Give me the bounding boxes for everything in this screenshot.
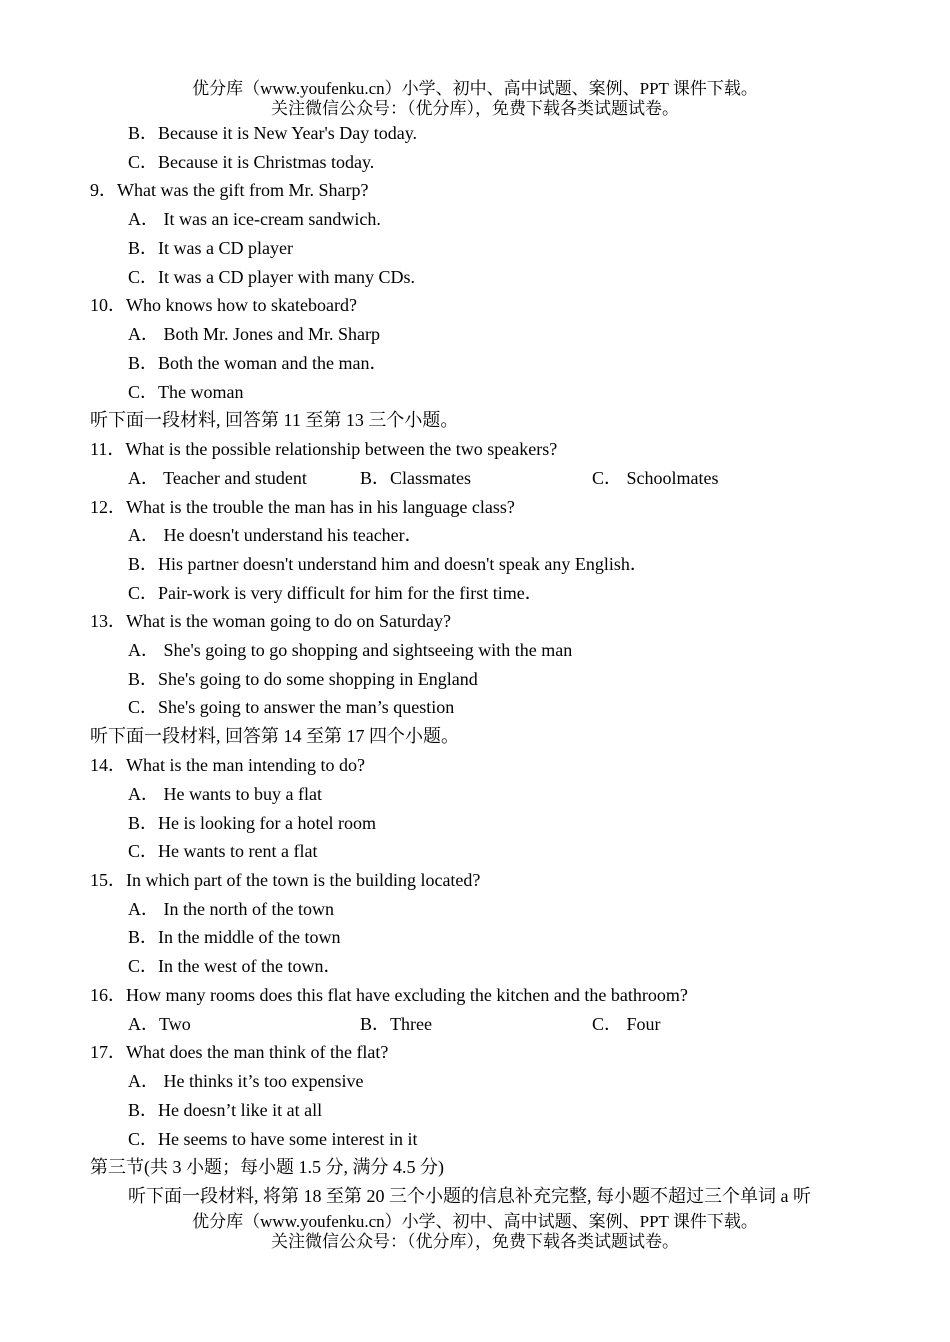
q12-option-c: C．Pair-work is very difficult for him for the first time． (128, 583, 543, 603)
section-3-instruction: 听下面一段材料, 将第 18 至第 20 三个小题的信息补充完整, 每小题不超过三个单词 a 听 (128, 1186, 811, 1206)
q10-stem: 10．Who knows how to skateboard? (90, 295, 357, 315)
q9-stem: 9．What was the gift from Mr. Sharp? (90, 180, 369, 200)
q11-stem: 11．What is the possible relationship between the two speakers? (90, 439, 558, 459)
footer-line-2: 关注微信公众号：（优分库），免费下载各类试题试卷。 (271, 1232, 679, 1251)
q14-stem: 14．What is the man intending to do? (90, 755, 365, 775)
q8-option-b: B．Because it is New Year's Day today. (128, 123, 418, 143)
q11-option-c: C． Schoolmates (592, 468, 719, 488)
q11-option-b: B．Classmates (360, 468, 471, 488)
q17-option-b: B．He doesn’t like it at all (128, 1100, 323, 1120)
q16-option-b: B．Three (360, 1014, 432, 1034)
instruction-14-17: 听下面一段材料, 回答第 14 至第 17 四个小题。 (90, 726, 459, 746)
footer-line-1: 优分库（www.youfenku.cn）小学、初中、高中试题、案例、PPT 课件下载。 (192, 1212, 758, 1231)
q14-option-b: B．He is looking for a hotel room (128, 813, 376, 833)
q16-stem: 16．How many rooms does this flat have excluding the kitchen and the bathroom? (90, 985, 688, 1005)
q17-option-c: C．He seems to have some interest in it (128, 1129, 418, 1149)
q9-option-c: C．It was a CD player with many CDs. (128, 267, 415, 287)
instruction-11-13: 听下面一段材料, 回答第 11 至第 13 三个小题。 (90, 410, 459, 430)
q10-option-b: B．Both the woman and the man． (128, 353, 388, 373)
q13-option-b: B．She's going to do some shopping in England (128, 669, 478, 689)
q13-option-a: A． She's going to go shopping and sightseeing with the man (128, 640, 573, 660)
q15-stem: 15．In which part of the town is the building located? (90, 870, 481, 890)
q9-option-a: A． It was an ice-cream sandwich. (128, 209, 381, 229)
q8-option-c: C．Because it is Christmas today. (128, 152, 375, 172)
header-line-1: 优分库（www.youfenku.cn）小学、初中、高中试题、案例、PPT 课件下载。 (192, 79, 758, 98)
q15-option-c: C．In the west of the town． (128, 956, 342, 976)
q14-option-a: A． He wants to buy a flat (128, 784, 322, 804)
q16-option-c: C． Four (592, 1014, 661, 1034)
section-3-title: 第三节(共 3 小题；每小题 1.5 分, 满分 4.5 分) (90, 1157, 444, 1177)
q15-option-b: B．In the middle of the town (128, 927, 341, 947)
q17-option-a: A． He thinks it’s too expensive (128, 1071, 364, 1091)
q10-option-c: C．The woman (128, 382, 244, 402)
q12-option-b: B．His partner doesn't understand him and doesn't speak any English． (128, 554, 648, 574)
q10-option-a: A． Both Mr. Jones and Mr. Sharp (128, 324, 380, 344)
q12-option-a: A． He doesn't understand his teacher． (128, 525, 423, 545)
q17-stem: 17．What does the man think of the flat? (90, 1042, 389, 1062)
q12-stem: 12．What is the trouble the man has in his language class? (90, 497, 515, 517)
q11-option-a: A． Teacher and student (128, 468, 307, 488)
q13-stem: 13．What is the woman going to do on Saturday? (90, 611, 451, 631)
header-line-2: 关注微信公众号：（优分库），免费下载各类试题试卷。 (271, 99, 679, 118)
q13-option-c: C．She's going to answer the man’s question (128, 697, 455, 717)
q14-option-c: C．He wants to rent a flat (128, 841, 318, 861)
q15-option-a: A． In the north of the town (128, 899, 334, 919)
q16-option-a: A．Two (128, 1014, 191, 1034)
q9-option-b: B．It was a CD player (128, 238, 293, 258)
